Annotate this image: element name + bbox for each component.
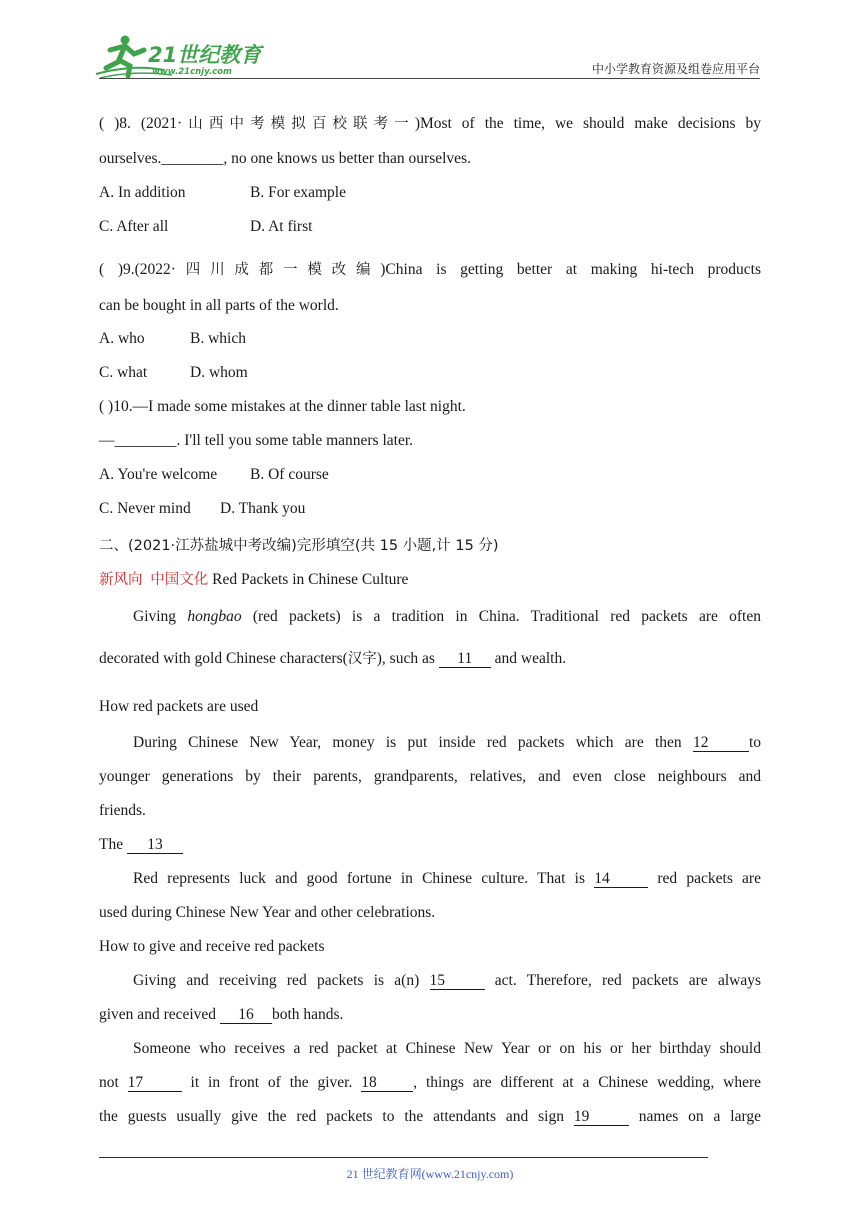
footer-divider [99,1157,708,1158]
answer-blank: ________ [114,432,177,449]
cloze-blank-17[interactable]: 17 [128,1075,182,1092]
option[interactable]: B. For example [250,184,346,201]
cloze-blank-13[interactable]: 13 [127,837,183,854]
page-header [0,0,860,80]
passage-title-line [99,568,761,589]
passage-p2-line2: younger generations by their parents, grandparents, relatives, and even close neighbours and [99,768,761,785]
passage-p1-line1: Giving hongbao (red packets) is a tradition in China. Traditional red packets are often [133,608,761,625]
cloze-blank-16[interactable]: 16 [220,1007,272,1024]
cloze-blank-15[interactable]: 15 [430,973,485,990]
q9-stem-line1: ( )9.(2022·四川成都一模改编)China is getting better at making hi-tech products [99,261,762,278]
answer-paren[interactable]: ( ) [99,115,120,132]
q10-options-row1 [99,466,761,484]
q9-options-row1 [99,330,761,348]
passage-p3-line2: used during Chinese New Year and other celebrations. [99,904,436,921]
cloze-blank-14[interactable]: 14 [594,871,648,888]
passage-p5-line2: not 17 it in front of the giver. 18 , things are different at a Chinese wedding, where [99,1074,761,1091]
q8-stem-line1: ( )8. (2021·山西中考模拟百校联考一)Most of the time, we should make decisions by [99,115,762,132]
answer-paren[interactable]: ( ) [99,398,114,415]
passage-p2-line1: During Chinese New Year, money is put inside red packets which are then 12 to [133,734,761,751]
cloze-blank-12[interactable]: 12 [693,735,749,752]
q9-stem-line2: can be bought in all parts of the world. [99,297,339,314]
subheading-how-used: How red packets are used [99,698,259,715]
passage-p5-line1: Someone who receives a red packet at Chinese New Year or on his or her birthday should [133,1040,761,1057]
runner-logo-icon [92,34,267,79]
q10-stem: ( )10.—I made some mistakes at the dinner table last night. [99,398,466,415]
option[interactable]: A. You're welcome [99,466,218,483]
passage-p5-line3: the guests usually give the red packets to the attendants and sign 19 names on a large [99,1108,761,1125]
option[interactable]: A. In addition [99,184,186,201]
q8-options-row1 [99,184,761,202]
logo-url: www.21cnjy.com [152,67,232,77]
q10-reply: —________. I'll tell you some table manners later. [99,432,414,449]
logo-text: 21世纪教育 [148,43,262,67]
q8-stem-line2: ourselves.________, no one knows us better than ourselves. [99,150,471,167]
option[interactable]: C. Never mind [99,500,191,517]
q10-options-row2 [99,500,761,518]
option[interactable]: A. who [99,330,145,347]
option[interactable]: D. whom [190,364,248,381]
passage-p3-line1: Red represents luck and good fortune in Chinese culture. That is 14 red packets are [133,870,761,887]
answer-blank: ________ [161,150,224,167]
platform-tagline: 中小学教育资源及组卷应用平台 [591,62,760,76]
answer-paren[interactable]: ( ) [99,261,124,278]
q8-options-row2 [99,218,761,236]
option[interactable]: C. After all [99,218,169,235]
question-source: 山西中考模拟百校联考一 [182,116,415,132]
passage-p4-line1: Giving and receiving red packets is a(n) 15 act. Therefore, red packets are always [133,972,761,989]
subheading-the-13: The 13 [99,836,761,854]
passage-title: Red Packets in Chinese Culture [212,571,409,588]
footer-site-link[interactable]: 21 世纪教育网(www.21cnjy.com) [346,1167,514,1181]
passage-p4-line2: given and received 16 both hands. [99,1006,344,1023]
cloze-blank-19[interactable]: 19 [574,1109,629,1126]
section2-heading: 二、(2021·江苏盐城中考改编)完形填空(共 15 小题,计 15 分) [99,538,499,554]
option[interactable]: B. which [190,330,246,347]
cloze-blank-18[interactable]: 18 [361,1075,413,1092]
option[interactable]: B. Of course [250,466,329,483]
cloze-blank-11[interactable]: 11 [439,651,491,668]
subheading-give-receive: How to give and receive red packets [99,938,325,955]
passage-p1-line2: decorated with gold Chinese characters(汉字), such as 11 and wealth. [99,650,567,667]
passage-p2-line3: friends. [99,802,146,819]
question-source: 四川成都一模改编 [175,262,381,278]
header-divider [99,78,760,79]
site-logo [92,34,267,79]
new-trend-tag: 新风向 [99,572,143,588]
option[interactable]: D. At first [250,218,313,235]
chinese-culture-tag: 中国文化 [150,572,209,588]
q9-options-row2 [99,364,761,382]
option[interactable]: D. Thank you [220,500,306,517]
option[interactable]: C. what [99,364,148,381]
